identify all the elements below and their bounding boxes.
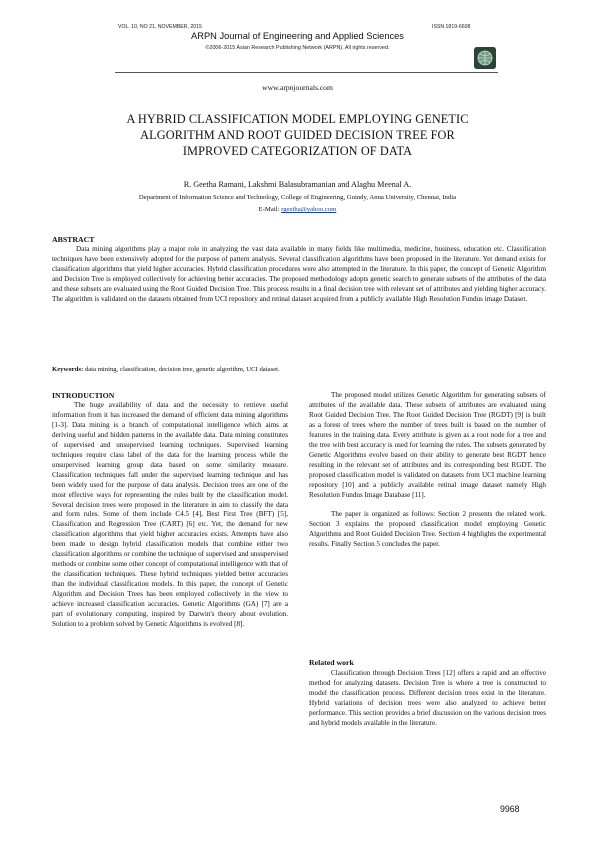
title-line-3: IMPROVED CATEGORIZATION OF DATA bbox=[182, 144, 413, 158]
abstract-heading: ABSTRACT bbox=[52, 235, 95, 244]
paper-title bbox=[60, 111, 535, 159]
issn: ISSN 1819-6608 bbox=[432, 24, 471, 30]
keywords-text: data mining, classification, decision tree, genetic algorithm, UCI dataset. bbox=[83, 366, 280, 373]
related-work-heading: Related work bbox=[309, 658, 354, 667]
related-work-text: Classification through Decision Trees [12] offers a rapid and an effective method for analyzing datasets. Decision Tree is where a tree is constructed to model the classification process. Different decision trees exist in the literature. Hybrid variations of decision trees were also analyzed to achieve better performance. This section provides a brief discussion on the various decision trees and hybrid models available in the literature. bbox=[309, 669, 546, 727]
website-url: www.arpnjournals.com bbox=[262, 83, 333, 92]
introduction-body bbox=[52, 401, 288, 630]
title-line-2: ALGORITHM AND ROOT GUIDED DECISION TREE FOR bbox=[140, 128, 455, 142]
keywords-line bbox=[52, 366, 546, 373]
globe-icon bbox=[474, 47, 496, 69]
abstract-body bbox=[52, 245, 546, 305]
publisher-logo bbox=[474, 47, 496, 69]
model-paragraph: The proposed model utilizes Genetic Algorithm for generating subsets of attributes of the available data. These subsets of attributes are evaluated using Root Guided Decision Tree. The Root Guided Decision Tree (RGDT) [9] is built as a forest of trees where the number of trees built is based on the number of features in the training data. Every attribute is given as a root node for a tree and the tree with best accuracy is used for learning the rules. The subsets generated by Genetic Algorithms evolve based on their ability to generate best RGDT hence resulting in the relevant set of attributes and its corresponding best RGDT. The proposed classification model is validated on datasets from UCI machine learning repository [10] and a publicly available retinal image dataset namely High Resolution Fundus Image Database [11]. bbox=[309, 391, 546, 499]
email-line bbox=[0, 206, 595, 213]
related-work-body bbox=[309, 669, 546, 729]
organization-paragraph: The paper is organized as follows: Section 2 presents the related work. Section 3 explains the proposed classification model employing Genetic Algorithms and Root Guided Decision Tree. Section 4 highlights the experimental results. Finally Section 5 concludes the paper. bbox=[309, 510, 546, 549]
right-column bbox=[309, 391, 546, 550]
header-rule bbox=[115, 72, 498, 73]
volume-info: VOL. 10, NO 21, NOVEMBER, 2015 bbox=[118, 24, 202, 30]
affiliation: Department of Information Science and Technology, College of Engineering, Guindy, Anna University, Chennai, India bbox=[138, 194, 457, 201]
copyright-line: ©2006-2015 Asian Research Publishing Network (ARPN). All rights reserved. bbox=[205, 45, 390, 51]
email-label: E-Mail: bbox=[258, 206, 282, 213]
email-link[interactable]: rgeetha@yahoo.com bbox=[281, 206, 337, 213]
abstract-text: Data mining algorithms play a major role in analyzing the vast data available in many fields like multimedia, medicine, business, education etc. Classification techniques have been extensively adopted for the purpose of pattern analysis. Several classification algorithms have been proposed in the literature. Yet demand exists for classification algorithms that yield higher accuracies. Hybrid classification procedures were also attempted in the literature. In this paper, the concept of Genetic Algorithm and Decision Tree is employed collectively for achieving better accuracies. The proposed methodology adopts genetic search to generate subsets of the attributes of the data and these subsets are evaluated using the Root Guided Decision Tree. This process results in a final decision tree with relevant set of attributes and yielding higher accuracy. The algorithm is validated on the datasets obtained from UCI repository and retinal dataset acquired from a publicly available High Resolution Fundus image Dataset. bbox=[52, 245, 546, 303]
introduction-text: The huge availability of data and the necessity to retrieve useful information from it has increased the demand of efficient data mining algorithms [1-3]. Data mining is a branch of computational intelligence which aims at deriving useful and hidden patterns in the available data. Data mining constitutes of supervised and unsupervised learning techniques. Supervised learning techniques require class label of the data for the learning process while the unsupervised learning group data based on some similarity measure. Classification techniques fall under the supervised learning technique and has been widely used for the purpose of data analysis. Decision trees are one of the most effective ways for representing the rules built by the classification model. Several decision trees were proposed in the literature in aim to classify the data and form rules. Some of them include C4.5 [4], Best First Tree (BFT) [5], Classification and Regression Tree (CART) [6] etc. Yet, the demand for new classification algorithms that yield higher accuracies exists. Attempts have also been made to design hybrid classification models that combine either two classification algorithms or combine the technique of supervised and unsupervised methods or combine some other concept of computational intelligence with that of the classification techniques. These hybrid techniques yielded better accuracies than the individual classification models. In this paper, the concept of Genetic Algorithm and Decision Trees has been employed collectively in the view to achieve increased classification accuracies. Genetic Algorithms (GA) [7] are a part of evolutionary computing, inspired by Darwin's theory about evolution. Solution to a problem solved by Genetic Algorithms is evolved [8]. bbox=[52, 401, 288, 628]
keywords-label: Keywords: bbox=[52, 366, 84, 373]
title-line-1: A HYBRID CLASSIFICATION MODEL EMPLOYING GENETIC bbox=[126, 112, 469, 126]
page-number: 9968 bbox=[500, 804, 520, 814]
author-list: R. Geetha Ramani, Lakshmi Balasubramanian and Alaghu Meenal A. bbox=[183, 180, 412, 189]
journal-name: ARPN Journal of Engineering and Applied Sciences bbox=[191, 31, 404, 41]
introduction-heading: INTRODUCTION bbox=[52, 391, 115, 400]
